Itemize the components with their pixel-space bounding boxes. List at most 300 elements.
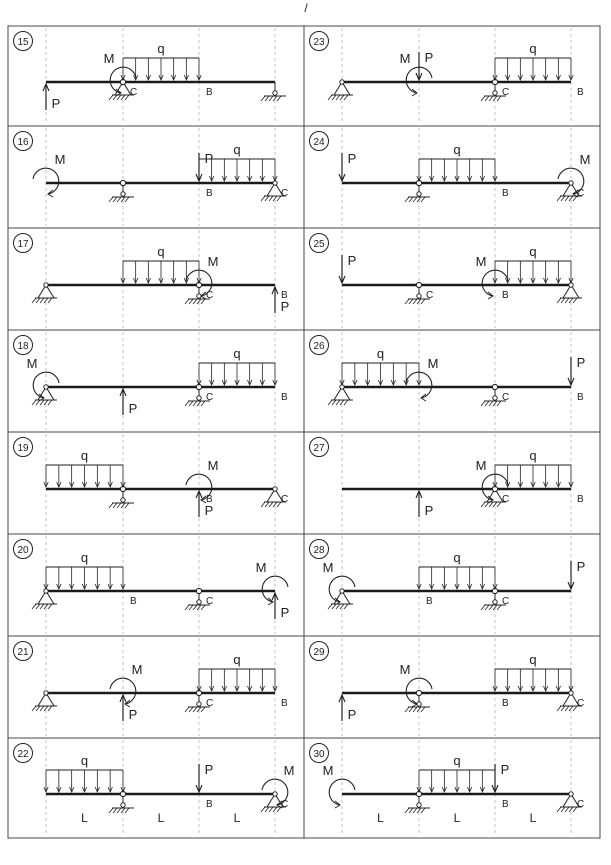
- roller-pin: [273, 91, 277, 95]
- ground-hatch: [565, 298, 569, 303]
- span-label: L: [233, 811, 241, 825]
- ground-hatch: [336, 604, 340, 609]
- problem-cell-20: [8, 534, 304, 636]
- moment-arrow: [323, 763, 355, 808]
- roller-pin: [121, 192, 125, 196]
- ground-hatch: [36, 298, 40, 303]
- point-label-C: C: [577, 799, 585, 810]
- q-label: q: [233, 346, 241, 361]
- cell-border: [304, 330, 600, 432]
- point-label-B: B: [577, 392, 584, 403]
- ground-hatch: [48, 400, 52, 405]
- ground-hatch: [109, 808, 113, 813]
- ground-hatch: [48, 706, 52, 711]
- cell-border: [304, 636, 600, 738]
- roller-support: [109, 794, 134, 813]
- beam-hinge: [492, 384, 497, 389]
- span-label: L: [377, 811, 384, 825]
- ground-hatch: [485, 401, 489, 406]
- span-label: L: [157, 811, 165, 825]
- problem-number: 25: [313, 239, 325, 250]
- cell-border: [304, 534, 600, 636]
- roller-support: [405, 794, 430, 813]
- problem-cell-30: [304, 738, 600, 838]
- ground-hatch: [269, 807, 273, 812]
- ground-hatch: [497, 96, 501, 101]
- m-label: M: [131, 662, 143, 677]
- roller-pin: [417, 294, 421, 298]
- distributed-load: [44, 753, 125, 792]
- ground-hatch: [565, 196, 569, 201]
- pin-hinge: [273, 792, 277, 796]
- p-label: P: [424, 503, 434, 518]
- ground-hatch: [261, 807, 265, 812]
- ground-hatch: [481, 605, 485, 610]
- ground-hatch: [125, 95, 129, 100]
- distributed-load: [121, 244, 201, 283]
- ground-hatch: [344, 604, 348, 609]
- p-label: P: [576, 355, 586, 370]
- cell-border: [8, 126, 304, 228]
- beam-hinge: [120, 180, 125, 185]
- m-label: M: [54, 152, 66, 167]
- point-label-B: B: [206, 494, 213, 505]
- ground-hatch: [481, 502, 485, 507]
- problem-number: 30: [313, 749, 325, 760]
- span-label: L: [453, 811, 461, 825]
- ground-hatch: [113, 197, 117, 202]
- pin-hinge: [44, 385, 48, 389]
- ground-hatch: [336, 400, 340, 405]
- roller-support: [405, 183, 430, 202]
- ground-hatch: [201, 401, 205, 406]
- p-label: P: [500, 762, 510, 777]
- ground-hatch: [193, 605, 197, 610]
- ground-hatch: [409, 299, 413, 304]
- ground-hatch: [193, 707, 197, 712]
- ground-hatch: [413, 197, 417, 202]
- point-label-C: C: [577, 188, 585, 199]
- ground-hatch: [261, 196, 265, 201]
- problem-cell-19: [8, 432, 304, 534]
- point-label-B: B: [206, 87, 213, 98]
- force-arrow: [272, 593, 289, 620]
- ground-hatch: [405, 299, 409, 304]
- q-label: q: [529, 244, 537, 259]
- pin-hinge: [44, 691, 48, 695]
- ground-hatch: [261, 96, 265, 101]
- problem-cell-24: [304, 126, 600, 228]
- m-label: M: [283, 763, 295, 778]
- point-label-C: C: [577, 698, 585, 709]
- cell-border: [8, 26, 304, 126]
- roller-pin: [493, 396, 497, 400]
- cell-border: [8, 738, 304, 838]
- p-label: P: [347, 151, 357, 166]
- ground-hatch: [269, 96, 273, 101]
- ground-hatch: [32, 604, 36, 609]
- problem-number: 26: [313, 341, 325, 352]
- point-label-B: B: [426, 596, 433, 607]
- pin-hinge: [340, 589, 344, 593]
- point-label-B: B: [130, 596, 137, 607]
- problem-number: 21: [17, 647, 29, 658]
- point-label-B: B: [502, 799, 509, 810]
- problem-number: 19: [17, 443, 29, 454]
- ground-hatch: [557, 807, 561, 812]
- q-label: q: [376, 346, 385, 361]
- beam-hinge: [416, 690, 421, 695]
- problem-number: 24: [313, 137, 325, 148]
- cell-border: [8, 432, 304, 534]
- roller-support: [109, 489, 134, 508]
- ground-hatch: [109, 95, 113, 100]
- cell-border: [304, 126, 600, 228]
- ground-hatch: [36, 604, 40, 609]
- pin-hinge: [340, 80, 344, 84]
- ground-hatch: [201, 299, 205, 304]
- ground-hatch: [185, 299, 189, 304]
- ground-hatch: [557, 196, 561, 201]
- cell-border: [8, 636, 304, 738]
- q-label: q: [80, 550, 89, 565]
- distributed-load: [44, 448, 125, 487]
- ground-hatch: [109, 503, 113, 508]
- span-label: L: [81, 811, 88, 825]
- m-label: M: [103, 51, 115, 66]
- roller-pin: [197, 600, 201, 604]
- ground-hatch: [113, 808, 117, 813]
- ground-hatch: [265, 807, 269, 812]
- ground-hatch: [193, 401, 197, 406]
- ground-hatch: [557, 706, 561, 711]
- ground-hatch: [489, 605, 493, 610]
- problem-number: 28: [313, 545, 325, 556]
- ground-hatch: [497, 401, 501, 406]
- ground-hatch: [109, 197, 113, 202]
- ground-hatch: [485, 96, 489, 101]
- ground-hatch: [40, 604, 44, 609]
- problem-number: 16: [17, 137, 29, 148]
- point-label-C: C: [281, 494, 289, 505]
- distributed-load: [197, 346, 277, 385]
- q-label: q: [233, 142, 241, 157]
- roller-pin: [197, 702, 201, 706]
- roller-pin: [121, 803, 125, 807]
- roller-support: [109, 183, 134, 202]
- ground-hatch: [561, 706, 565, 711]
- ground-hatch: [421, 197, 425, 202]
- m-label: M: [475, 254, 487, 269]
- ground-hatch: [117, 95, 121, 100]
- ground-hatch: [489, 96, 493, 101]
- q-label: q: [453, 753, 461, 768]
- point-label-B: B: [281, 290, 288, 301]
- m-label: M: [475, 458, 487, 473]
- ground-hatch: [421, 707, 425, 712]
- point-label-C: C: [281, 188, 289, 199]
- problem-cell-28: [304, 534, 600, 636]
- m-label: M: [399, 662, 411, 677]
- roller-pin: [197, 396, 201, 400]
- m-label: M: [579, 152, 591, 167]
- ground-hatch: [125, 197, 129, 202]
- span-label: L: [529, 811, 537, 825]
- cell-border: [8, 534, 304, 636]
- moment-arrow: [256, 560, 288, 605]
- ground-hatch: [265, 502, 269, 507]
- ground-hatch: [489, 401, 493, 406]
- p-label: P: [280, 605, 290, 620]
- roller-pin: [121, 498, 125, 502]
- point-label-C: C: [502, 494, 510, 505]
- ground-hatch: [269, 196, 273, 201]
- ground-hatch: [36, 706, 40, 711]
- ground-hatch: [421, 808, 425, 813]
- distributed-load: [493, 41, 573, 80]
- problem-grid: [8, 26, 600, 838]
- m-label: M: [255, 560, 267, 575]
- ground-hatch: [48, 604, 52, 609]
- point-label-C: C: [502, 392, 510, 403]
- ground-hatch: [277, 96, 281, 101]
- ground-hatch: [201, 707, 205, 712]
- p-label: P: [204, 762, 214, 777]
- ground-hatch: [405, 808, 409, 813]
- ground-hatch: [117, 503, 121, 508]
- ground-hatch: [561, 807, 565, 812]
- ground-hatch: [189, 401, 193, 406]
- ground-hatch: [328, 604, 332, 609]
- ground-hatch: [409, 808, 413, 813]
- ground-hatch: [185, 707, 189, 712]
- beam-hinge: [196, 588, 201, 593]
- distributed-load: [197, 652, 277, 691]
- header-mark: /: [304, 1, 308, 15]
- point-label-B: B: [577, 494, 584, 505]
- ground-hatch: [189, 605, 193, 610]
- force-arrow: [339, 695, 356, 722]
- ground-hatch: [497, 605, 501, 610]
- ground-hatch: [573, 298, 577, 303]
- q-label: q: [80, 753, 89, 768]
- q-label: q: [233, 652, 241, 667]
- point-label-C: C: [281, 799, 289, 810]
- point-label-B: B: [577, 87, 584, 98]
- q-label: q: [157, 244, 165, 259]
- distributed-load: [493, 652, 573, 691]
- ground-hatch: [117, 197, 121, 202]
- ground-hatch: [409, 197, 413, 202]
- force-arrow: [120, 389, 137, 416]
- ground-hatch: [565, 807, 569, 812]
- point-label-B: B: [281, 698, 288, 709]
- pin-hinge: [273, 487, 277, 491]
- ground-hatch: [413, 299, 417, 304]
- ground-hatch: [265, 96, 269, 101]
- q-label: q: [80, 448, 89, 463]
- p-label: P: [576, 559, 586, 574]
- ground-hatch: [189, 299, 193, 304]
- ground-hatch: [32, 400, 36, 405]
- problem-number: 27: [313, 443, 325, 454]
- ground-hatch: [421, 299, 425, 304]
- cell-border: [304, 738, 600, 838]
- roller-support: [405, 693, 430, 712]
- ground-hatch: [32, 298, 36, 303]
- ground-hatch: [332, 400, 336, 405]
- pin-hinge: [569, 792, 573, 796]
- ground-hatch: [185, 605, 189, 610]
- ground-hatch: [565, 706, 569, 711]
- point-label-C: C: [206, 290, 214, 301]
- problem-cell-25: [304, 228, 600, 330]
- pin-hinge: [569, 181, 573, 185]
- ground-hatch: [40, 400, 44, 405]
- ground-hatch: [561, 298, 565, 303]
- problem-number: 23: [313, 37, 325, 48]
- p-label: P: [280, 299, 290, 314]
- q-label: q: [529, 41, 537, 56]
- distributed-load: [417, 550, 497, 589]
- m-label: M: [427, 356, 439, 371]
- p-label: P: [128, 707, 138, 722]
- problem-cell-16: [8, 126, 304, 228]
- ground-hatch: [489, 502, 493, 507]
- problem-cell-17: [8, 228, 304, 330]
- m-label: M: [322, 763, 334, 778]
- m-label: M: [322, 560, 334, 575]
- m-label: M: [207, 254, 219, 269]
- ground-hatch: [32, 706, 36, 711]
- moment-arrow: [186, 458, 218, 503]
- force-arrow: [568, 559, 585, 589]
- distributed-load: [340, 346, 421, 385]
- point-label-C: C: [206, 596, 214, 607]
- ground-hatch: [561, 196, 565, 201]
- p-label: P: [51, 96, 61, 111]
- m-label: M: [399, 51, 411, 66]
- ground-hatch: [405, 197, 409, 202]
- ground-hatch: [485, 605, 489, 610]
- ground-hatch: [332, 95, 336, 100]
- ground-hatch: [328, 95, 332, 100]
- ground-hatch: [344, 400, 348, 405]
- force-arrow: [568, 355, 585, 385]
- moment-arrow: [110, 662, 142, 707]
- ground-hatch: [40, 706, 44, 711]
- force-arrow: [196, 762, 213, 792]
- ground-hatch: [409, 707, 413, 712]
- beam-hinge: [416, 282, 421, 287]
- roller-support: [261, 82, 286, 101]
- distributed-load: [417, 753, 497, 792]
- ground-hatch: [113, 503, 117, 508]
- p-label: P: [347, 707, 357, 722]
- distributed-load: [121, 41, 201, 80]
- q-label: q: [453, 550, 461, 565]
- ground-hatch: [328, 400, 332, 405]
- problem-number: 18: [17, 341, 29, 352]
- p-label: P: [347, 253, 357, 268]
- problem-number: 15: [17, 37, 29, 48]
- ground-hatch: [557, 298, 561, 303]
- problem-cell-27: [304, 432, 600, 534]
- moment-arrow: [33, 152, 65, 197]
- m-label: M: [207, 458, 219, 473]
- p-label: P: [204, 151, 214, 166]
- ground-hatch: [201, 605, 205, 610]
- force-arrow: [416, 491, 433, 518]
- moment-arrow: [400, 662, 432, 707]
- problem-cell-18: [8, 330, 304, 432]
- ground-hatch: [48, 298, 52, 303]
- roller-pin: [493, 600, 497, 604]
- problem-cell-26: [304, 330, 600, 432]
- distributed-load: [44, 550, 125, 589]
- point-label-C: C: [130, 87, 138, 98]
- ground-hatch: [405, 707, 409, 712]
- ground-hatch: [261, 502, 265, 507]
- problem-number: 22: [17, 749, 29, 760]
- cell-border: [8, 228, 304, 330]
- distributed-load: [493, 448, 573, 487]
- roller-pin: [417, 803, 421, 807]
- ground-hatch: [497, 502, 501, 507]
- ground-hatch: [125, 808, 129, 813]
- problem-cell-23: [304, 26, 600, 126]
- ground-hatch: [269, 502, 273, 507]
- point-label-B: B: [206, 799, 213, 810]
- point-label-C: C: [426, 290, 434, 301]
- cell-border: [304, 228, 600, 330]
- problem-cell-15: [8, 26, 304, 126]
- ground-hatch: [193, 299, 197, 304]
- ground-hatch: [40, 298, 44, 303]
- pin-hinge: [44, 283, 48, 287]
- p-label: P: [424, 50, 434, 65]
- problem-number: 20: [17, 545, 29, 556]
- point-label-B: B: [206, 188, 213, 199]
- point-label-C: C: [206, 698, 214, 709]
- force-arrow: [120, 695, 137, 722]
- force-arrow: [339, 253, 356, 283]
- ground-hatch: [413, 808, 417, 813]
- ground-hatch: [185, 401, 189, 406]
- point-label-B: B: [502, 188, 509, 199]
- ground-hatch: [265, 196, 269, 201]
- problem-number: 29: [313, 647, 325, 658]
- problem-number: 17: [17, 239, 29, 250]
- problem-cell-22: [8, 738, 304, 838]
- point-label-C: C: [502, 87, 510, 98]
- q-label: q: [157, 41, 165, 56]
- roller-pin: [417, 192, 421, 196]
- ground-hatch: [336, 95, 340, 100]
- distributed-load: [493, 244, 573, 283]
- distributed-load: [417, 142, 497, 181]
- point-label-C: C: [502, 596, 510, 607]
- cell-border: [304, 26, 600, 126]
- cell-border: [304, 432, 600, 534]
- ground-hatch: [344, 95, 348, 100]
- point-label-B: B: [502, 290, 509, 301]
- point-label-B: B: [502, 698, 509, 709]
- ground-hatch: [117, 808, 121, 813]
- p-label: P: [128, 401, 138, 416]
- q-label: q: [529, 652, 537, 667]
- cell-border: [8, 330, 304, 432]
